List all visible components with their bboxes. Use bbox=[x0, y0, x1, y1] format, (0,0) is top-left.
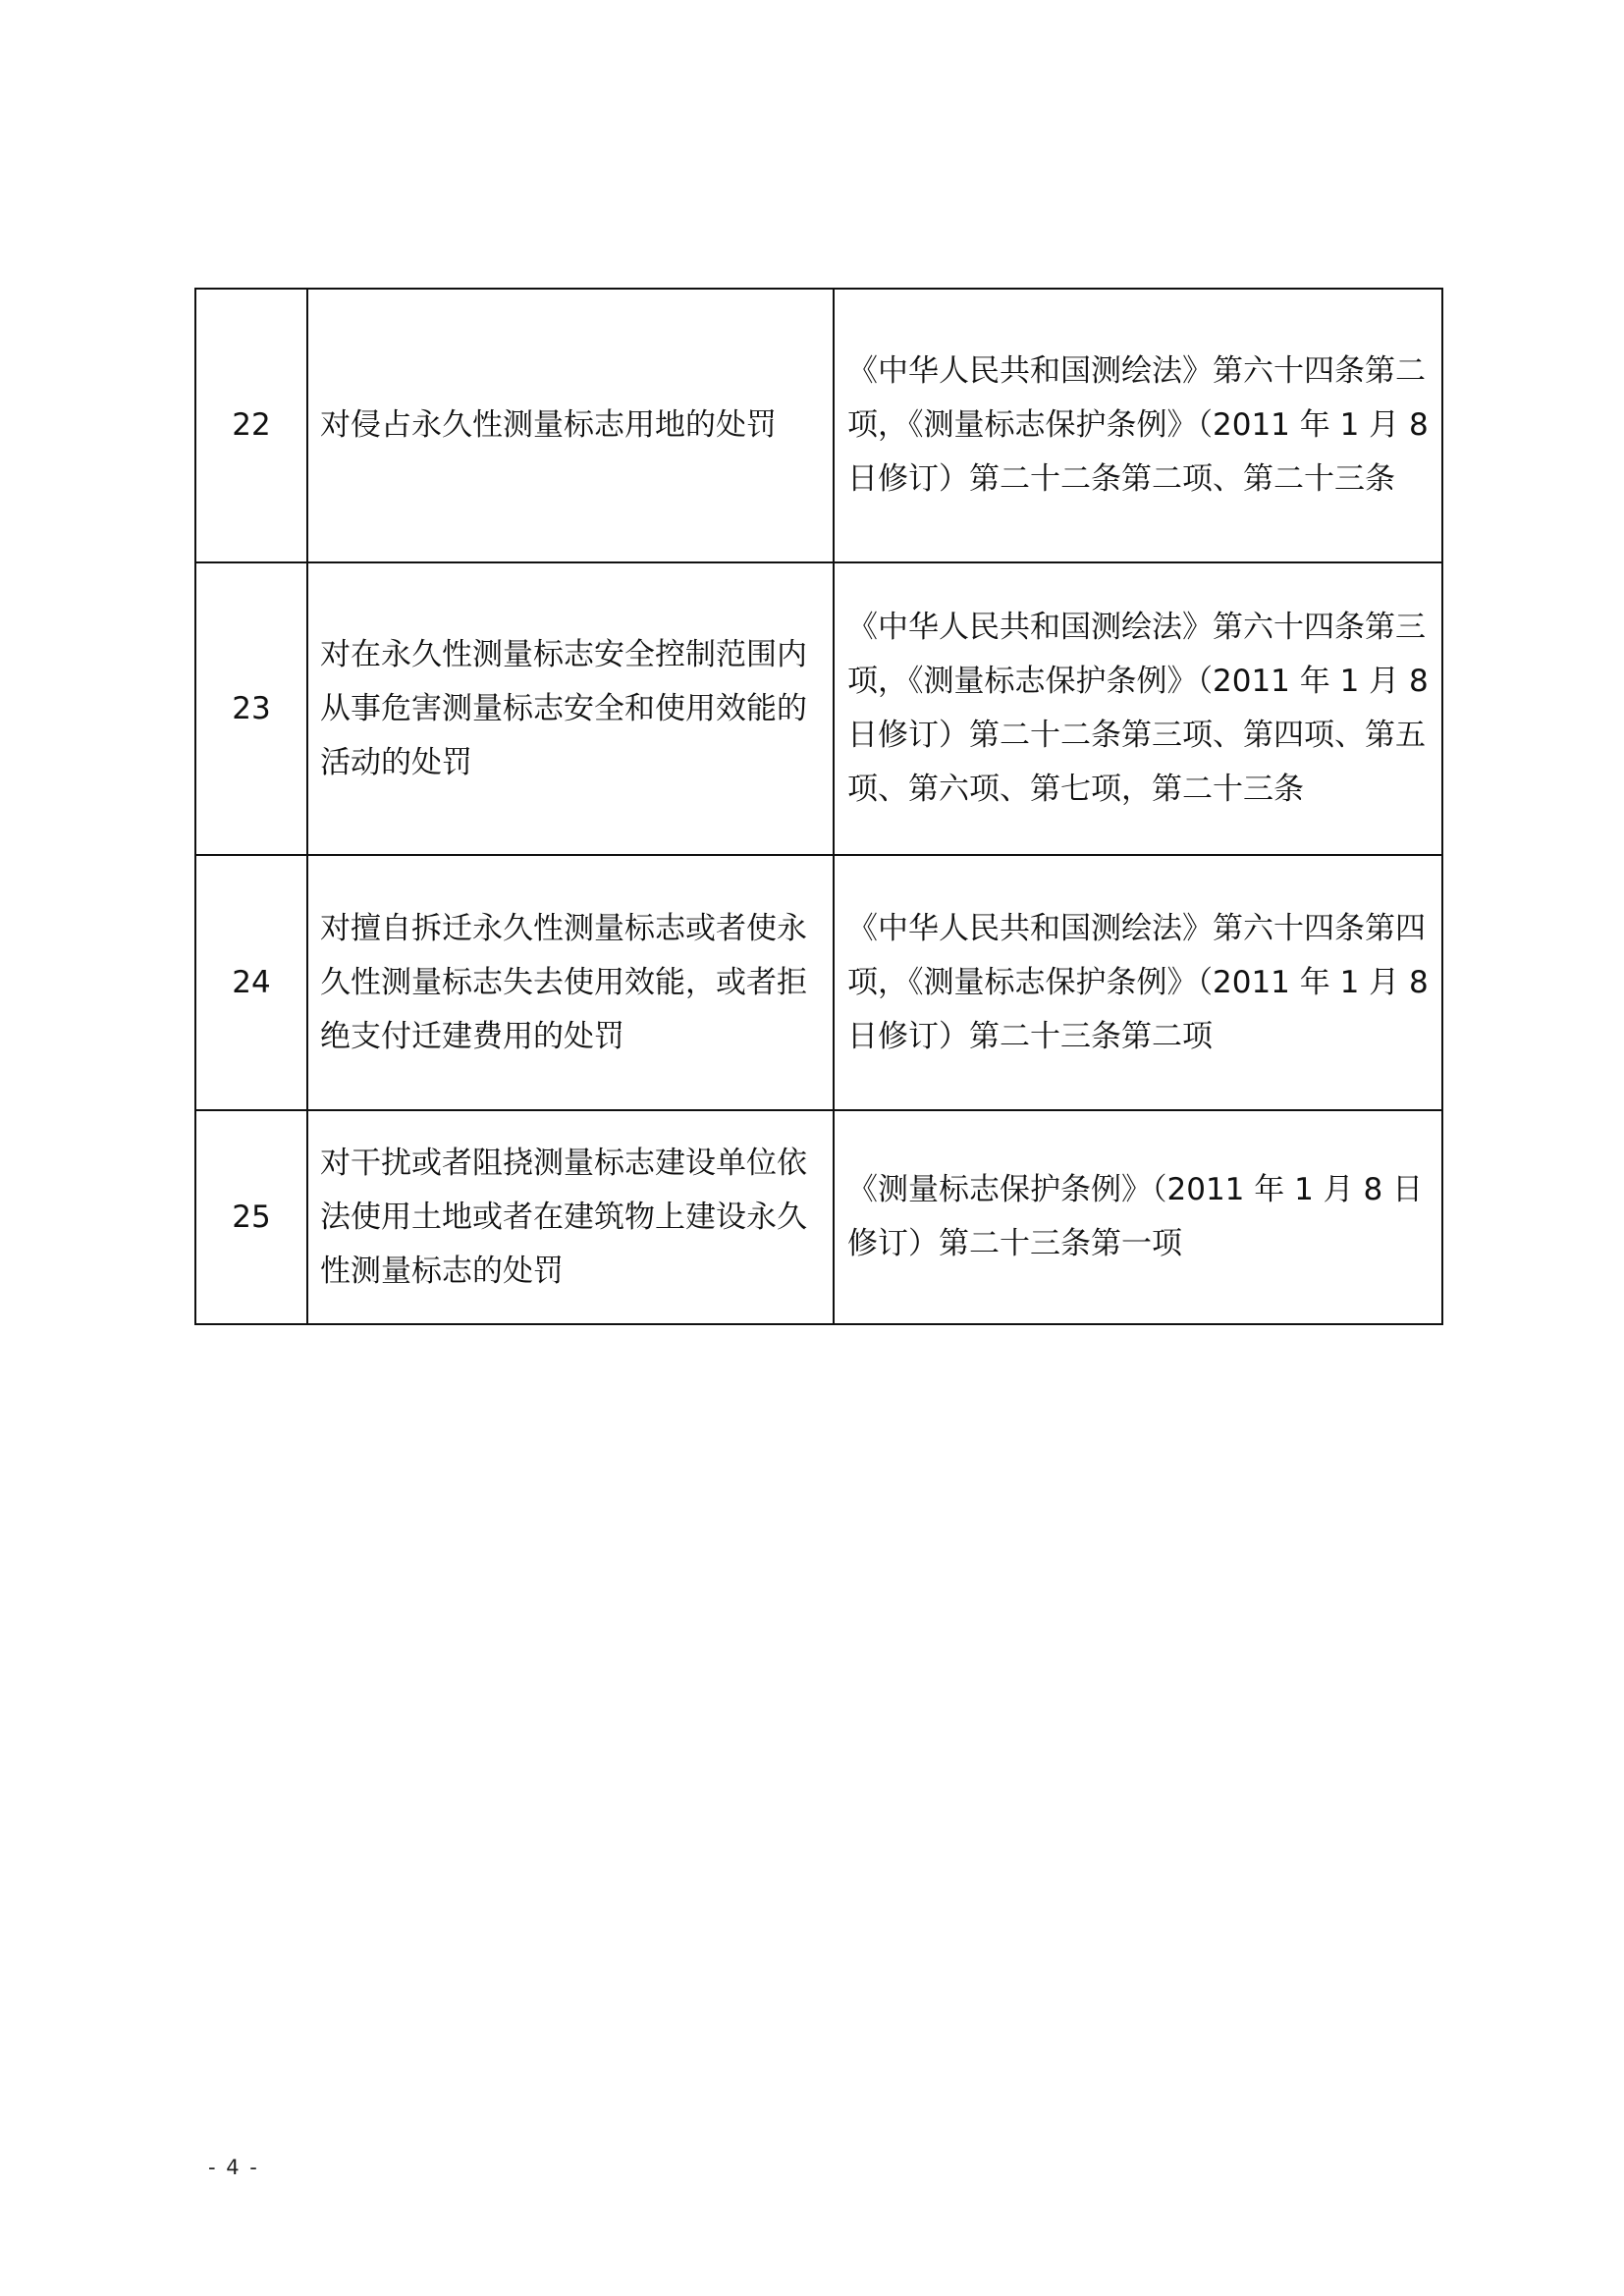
row-number: 25 bbox=[195, 1110, 307, 1324]
penalty-item: 对在永久性测量标志安全控制范围内从事危害测量标志安全和使用效能的活动的处罚 bbox=[307, 562, 834, 855]
penalty-item: 对侵占永久性测量标志用地的处罚 bbox=[307, 289, 834, 562]
row-number: 23 bbox=[195, 562, 307, 855]
table-row bbox=[195, 562, 1442, 855]
page-number: - 4 - bbox=[208, 2156, 259, 2179]
penalty-table bbox=[194, 288, 1443, 1325]
legal-basis: 《中华人民共和国测绘法》第六十四条第三项，《测量标志保护条例》（2011 年 1 月 8 日修订）第二十二条第三项、第四项、第五项、第六项、第七项，第二十三条 bbox=[834, 562, 1442, 855]
row-number: 22 bbox=[195, 289, 307, 562]
row-number: 24 bbox=[195, 855, 307, 1110]
penalty-item: 对干扰或者阻挠测量标志建设单位依法使用土地或者在建筑物上建设永久性测量标志的处罚 bbox=[307, 1110, 834, 1324]
table-row bbox=[195, 855, 1442, 1110]
legal-basis: 《中华人民共和国测绘法》第六十四条第二项，《测量标志保护条例》（2011 年 1 月 8 日修订）第二十二条第二项、第二十三条 bbox=[834, 289, 1442, 562]
legal-basis: 《中华人民共和国测绘法》第六十四条第四项，《测量标志保护条例》（2011 年 1 月 8 日修订）第二十三条第二项 bbox=[834, 855, 1442, 1110]
table-row bbox=[195, 1110, 1442, 1324]
penalty-item: 对擅自拆迁永久性测量标志或者使永久性测量标志失去使用效能，或者拒绝支付迁建费用的处罚 bbox=[307, 855, 834, 1110]
legal-basis: 《测量标志保护条例》（2011 年 1 月 8 日修订）第二十三条第一项 bbox=[834, 1110, 1442, 1324]
table-row bbox=[195, 289, 1442, 562]
